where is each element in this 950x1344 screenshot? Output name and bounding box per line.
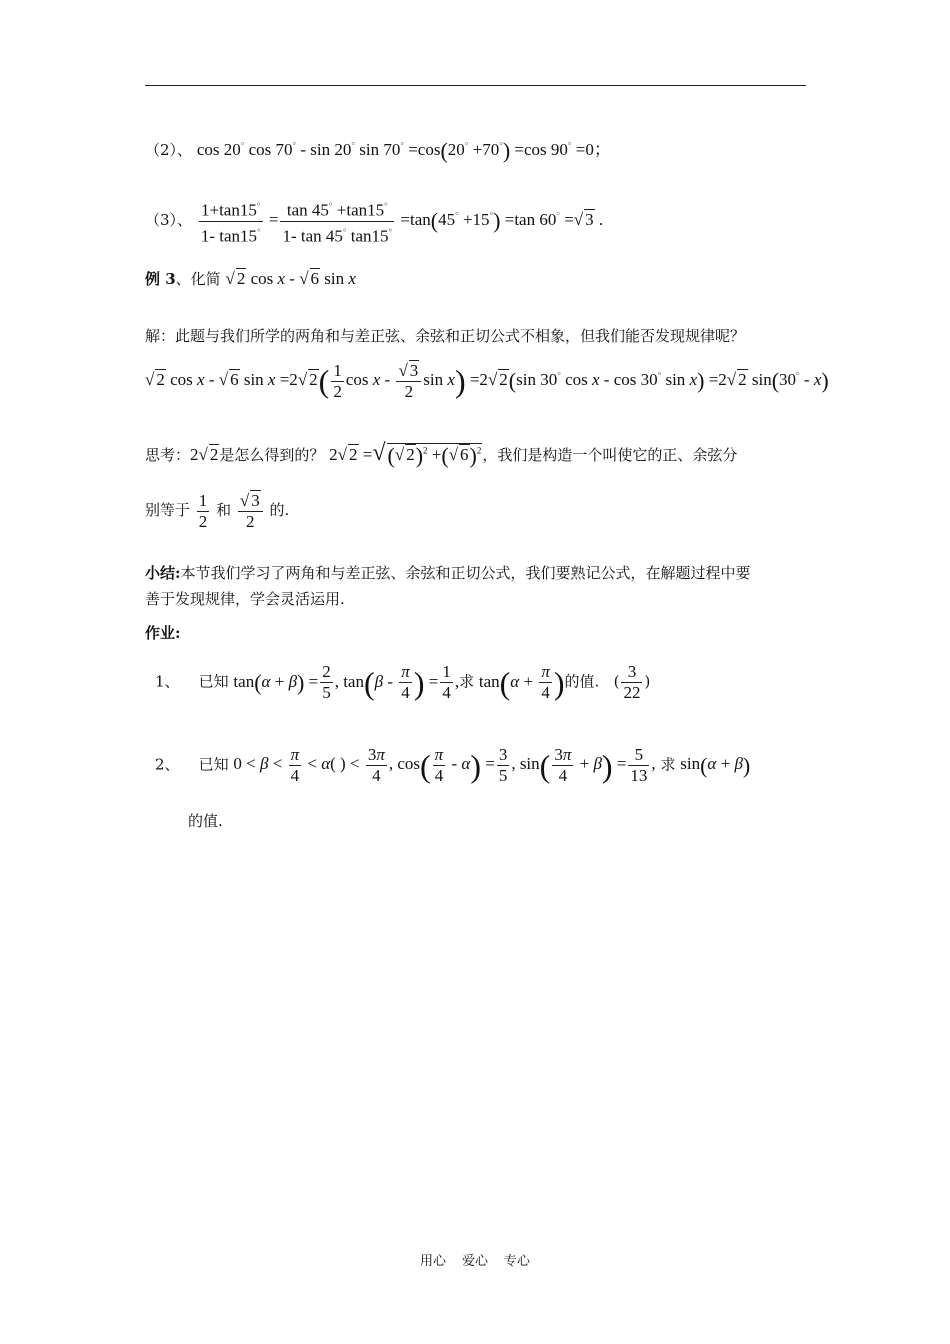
- think-tail: ，我们是构造一个叫使它的正、余弦分: [482, 446, 738, 464]
- summary-label: 小结:: [145, 564, 181, 582]
- thinking: 思考：2√ 2是怎么得到的？ 2√ 2 =√(√ 2)$^2$ +(√ 6)$^2$，我们是构造一个叫使它的正、余弦分: [145, 440, 738, 469]
- example-3-label: 例 3: [145, 270, 176, 288]
- item-2: [145, 135, 611, 162]
- header-rule: [145, 85, 806, 86]
- hw2-pre: 已知: [198, 755, 229, 774]
- example-3-expr: √ 2 cos x - √ 6 sin x: [225, 269, 356, 288]
- summary: [145, 562, 751, 583]
- item-3-label: （3）、: [145, 211, 193, 230]
- hw2-formula: 0 < β < $\frac{\pi}{4}$ < α( ) < $\frac{3\pi}{4}$ , cos( $\frac{\pi}{4}$ - α) = $\frac{3}{5}$ , sin( $\frac{3\pi}{4}$ + β) = $\frac{5}{13}$ ,: [233, 745, 656, 785]
- thinking-cont: 别等于 $\frac{1}{2}$ 和 $\frac{√ 3}{2}$ 的.: [145, 490, 290, 531]
- homework-2: 2、 已知 0 < β < $\frac{\pi}{4}$ < α( ) < $\frac{3\pi}{4}$ , cos( $\frac{\pi}{4}$ - α) = $\frac{3}{5}$ , sin( $\frac{3\pi}{4}$ + β) = $\frac{5}{13}$ , 求 sin(α + β): [155, 745, 751, 785]
- hw2-num: 2、: [155, 755, 180, 774]
- hw1-num: 1、: [155, 672, 180, 691]
- page-footer: [0, 1250, 950, 1269]
- derivation: [145, 360, 829, 402]
- solution-text: 解：此题与我们所学的两角和与差正弦、余弦和正切公式不相象，但我们能否发现规律呢？: [145, 327, 746, 345]
- think-label: 思考：: [145, 446, 191, 464]
- item-3-formula: $\frac{1+\tan 15^\circ}{1- \tan 15^\circ}$ = $\frac{\tan 45^\circ +\tan 15^\circ}{1- \tan 45^\circ \tan 15^\circ}$ =tan(45° +15°) =tan 60° =√ 3 .: [197, 210, 603, 229]
- example-3: [145, 268, 356, 289]
- hw1-tail: 的值.: [564, 672, 600, 691]
- example-3-text: 、化简: [175, 270, 221, 288]
- hw2-tail: 的值.: [188, 812, 223, 830]
- homework-1: 1、 已知 tan(α + β) = $\frac{2}{5}$ , tan(β - $\frac{\pi}{4}$ ) = $\frac{1}{4}$ ,求 tan(α + $\frac{\pi}{4}$ )的值. ( $\frac{3}{22}$ ): [155, 662, 651, 703]
- hw2-ask: 求: [660, 755, 676, 774]
- line-b-prefix: 别等于: [145, 500, 191, 519]
- summary-2: 善于发现规律，学会灵活运用.: [145, 590, 345, 608]
- hw1-ask: 求: [459, 672, 475, 691]
- homework-label-text: 作业:: [145, 624, 181, 642]
- derivation-formula: √ 2 cos x - √ 6 sin x =2√ 2( $\frac{1}{2}$ cos x - $\frac{√ 3}{2}$ sin x) =2√ 2(sin 30° cos x - cos 30° sin x) =2√ 2 sin(30° - x): [145, 360, 829, 401]
- line-b-and: 和: [216, 500, 232, 519]
- hw1-formula: tan(α + β) = $\frac{2}{5}$ , tan(β - $\frac{\pi}{4}$ ) = $\frac{1}{4}$ ,: [233, 662, 460, 703]
- summary-text: 本节我们学习了两角和与差正弦、余弦和正切公式，我们要熟记公式，在解题过程中要: [180, 564, 751, 582]
- footer-b: 爱心: [461, 1254, 488, 1269]
- line-b-end: 的.: [269, 500, 290, 519]
- item-3: [145, 196, 603, 246]
- hw1-answer: $\frac{3}{22}$: [623, 662, 641, 702]
- item-2-formula: cos 20° cos 70° - sin 20° sin 70° =cos(20° +70°) =cos 90° =0；: [196, 138, 611, 164]
- think-question: 是怎么得到的？: [219, 446, 325, 464]
- footer-c: 专心: [504, 1254, 531, 1269]
- homework-label: [145, 622, 181, 643]
- footer-a: 用心: [419, 1254, 446, 1269]
- think-formula: 2√ 2 =√(√ 2)$^2$ +(√ 6)$^2$: [329, 440, 482, 469]
- item-2-label: （2）、: [145, 141, 193, 159]
- hw1-pre: 已知: [198, 672, 229, 691]
